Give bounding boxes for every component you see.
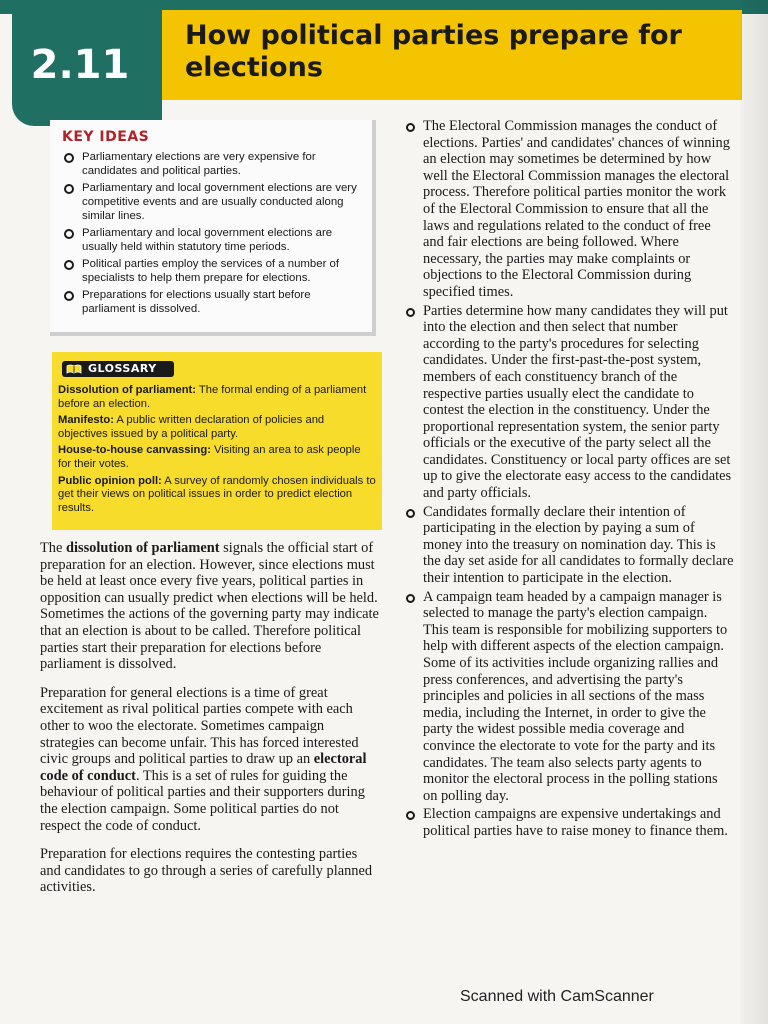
glossary-heading: GLOSSARY (88, 362, 157, 375)
glossary-definition: A public written declaration of policies and objectives issued by a political party. (58, 414, 325, 440)
glossary-term: Public opinion poll: (58, 474, 162, 487)
glossary-entry (58, 384, 376, 411)
body-paragraph: Preparation for elections requires the contesting parties and candidates to go through a series of carefully planned activities. (40, 846, 373, 896)
key-idea-item: Political parties employ the services of a number of specialists to help them prepare for elections. (60, 257, 366, 285)
key-idea-item: Parliamentary and local government elections are very competitive events and are usually conducted along similar lines. (60, 181, 366, 223)
right-column-list (405, 118, 735, 842)
activity-item: The Electoral Commission manages the conduct of elections. Parties' and candidates' chances of winning an election may sometimes be determined by how well the Electoral Commission manages the electoral process. Therefore political parties monitor the work of the Electoral Commission to ensure that all the laws and regulations related to the conduct of free and fair elections are being followed. Where necessary, the parties may make complaints or objections to the Electoral Commission during specified times. (405, 118, 735, 301)
page-edge-shadow (740, 0, 768, 1024)
glossary-box (52, 352, 382, 530)
glossary-definition: Visiting an area to ask people for their votes. (58, 444, 361, 470)
glossary-list (58, 384, 376, 518)
glossary-term: Manifesto: (58, 414, 114, 427)
paragraph-text: . This is a set of rules for guiding the behaviour of political parties and their supporters during the election campaign. Some political parties do not respect the code of conduct. (40, 767, 365, 834)
activity-item: Election campaigns are expensive undertakings and political parties have to raise money to finance them. (405, 806, 735, 839)
key-term: dissolution of parliament (65, 540, 220, 556)
key-idea-item: Preparations for elections usually start before parliament is dissolved. (60, 288, 366, 316)
page-title: How political parties prepare for elections (185, 20, 682, 83)
activity-item: Parties determine how many candidates they will put into the election and then select that number according to the party's procedures for selecting candidates. Under the first-past-the-post system, members of each constituency branch of the respective parties usually elect the candidate to contest the election in the constituency. Under the proportional representation system, the senior party officials or the executive of the party select all the candidates. Constituency or local party offices are set up to give the electorate easy access to the candidates and party officials. (405, 303, 735, 502)
key-ideas-box (50, 120, 376, 336)
paragraph-text: signals the official start of preparation for an election. However, since elections must be held at least once every five years, political parties in opposition can usually predict when elections will be held. Sometimes the actions of the governing party may indicate that an election is about to be called. Therefore political parties start their preparation for elections before parliament is dissolved. (40, 540, 379, 673)
paragraph-text: Preparation for general elections is a time of great excitement as rival political parties compete with each other to woo the electorate. Sometimes campaign strategies can become unfair. This has forced interested civic groups and political parties to draw up an (40, 684, 359, 768)
key-idea-item: Parliamentary and local government elections are usually held within statutory time periods. (60, 226, 366, 254)
glossary-term: Dissolution of parliament: (58, 384, 196, 396)
paragraph-text: The (40, 540, 66, 556)
glossary-badge (62, 361, 174, 377)
activity-item: A campaign team headed by a campaign manager is selected to manage the party's election campaign. This team is responsible for mobilizing supporters to help with different aspects of the election campaign. Some of its activities include organizing rallies and press conferences, and advertising the party's principles and policies in all sections of the mass media, including the Internet, in order to give the party the widest possible media coverage and convince the electorate to vote for the party and its candidates. The team also selects party agents to monitor the electoral process in the polling stations on polling day. (405, 589, 735, 805)
glossary-term: House-to-house canvassing: (58, 444, 211, 457)
glossary-entry (58, 475, 376, 516)
glossary-entry (58, 444, 376, 471)
open-book-icon (66, 364, 82, 374)
section-number: 2.11 (20, 34, 140, 96)
glossary-definition: The formal ending of a parliament before an election. (58, 384, 367, 410)
body-paragraph (40, 540, 380, 673)
glossary-definition: A survey of randomly chosen individuals to get their views on political issues in order to predict election results. (58, 474, 376, 514)
activity-item: Candidates formally declare their intention of participating in the election by paying a sum of money into the treasury on nomination day. This is the day set aside for all candidates to formally declare their intention to participate in the election. (405, 504, 735, 587)
key-idea-item: Parliamentary elections are very expensive for candidates and political parties. (60, 150, 366, 178)
key-ideas-list (60, 150, 366, 319)
key-ideas-heading: KEY IDEAS (62, 129, 150, 145)
scanner-watermark: Scanned with CamScanner (460, 988, 654, 1005)
left-column-body (40, 540, 380, 908)
key-term: electoral code of conduct (40, 751, 367, 784)
body-paragraph (40, 685, 380, 834)
glossary-entry (58, 414, 376, 441)
